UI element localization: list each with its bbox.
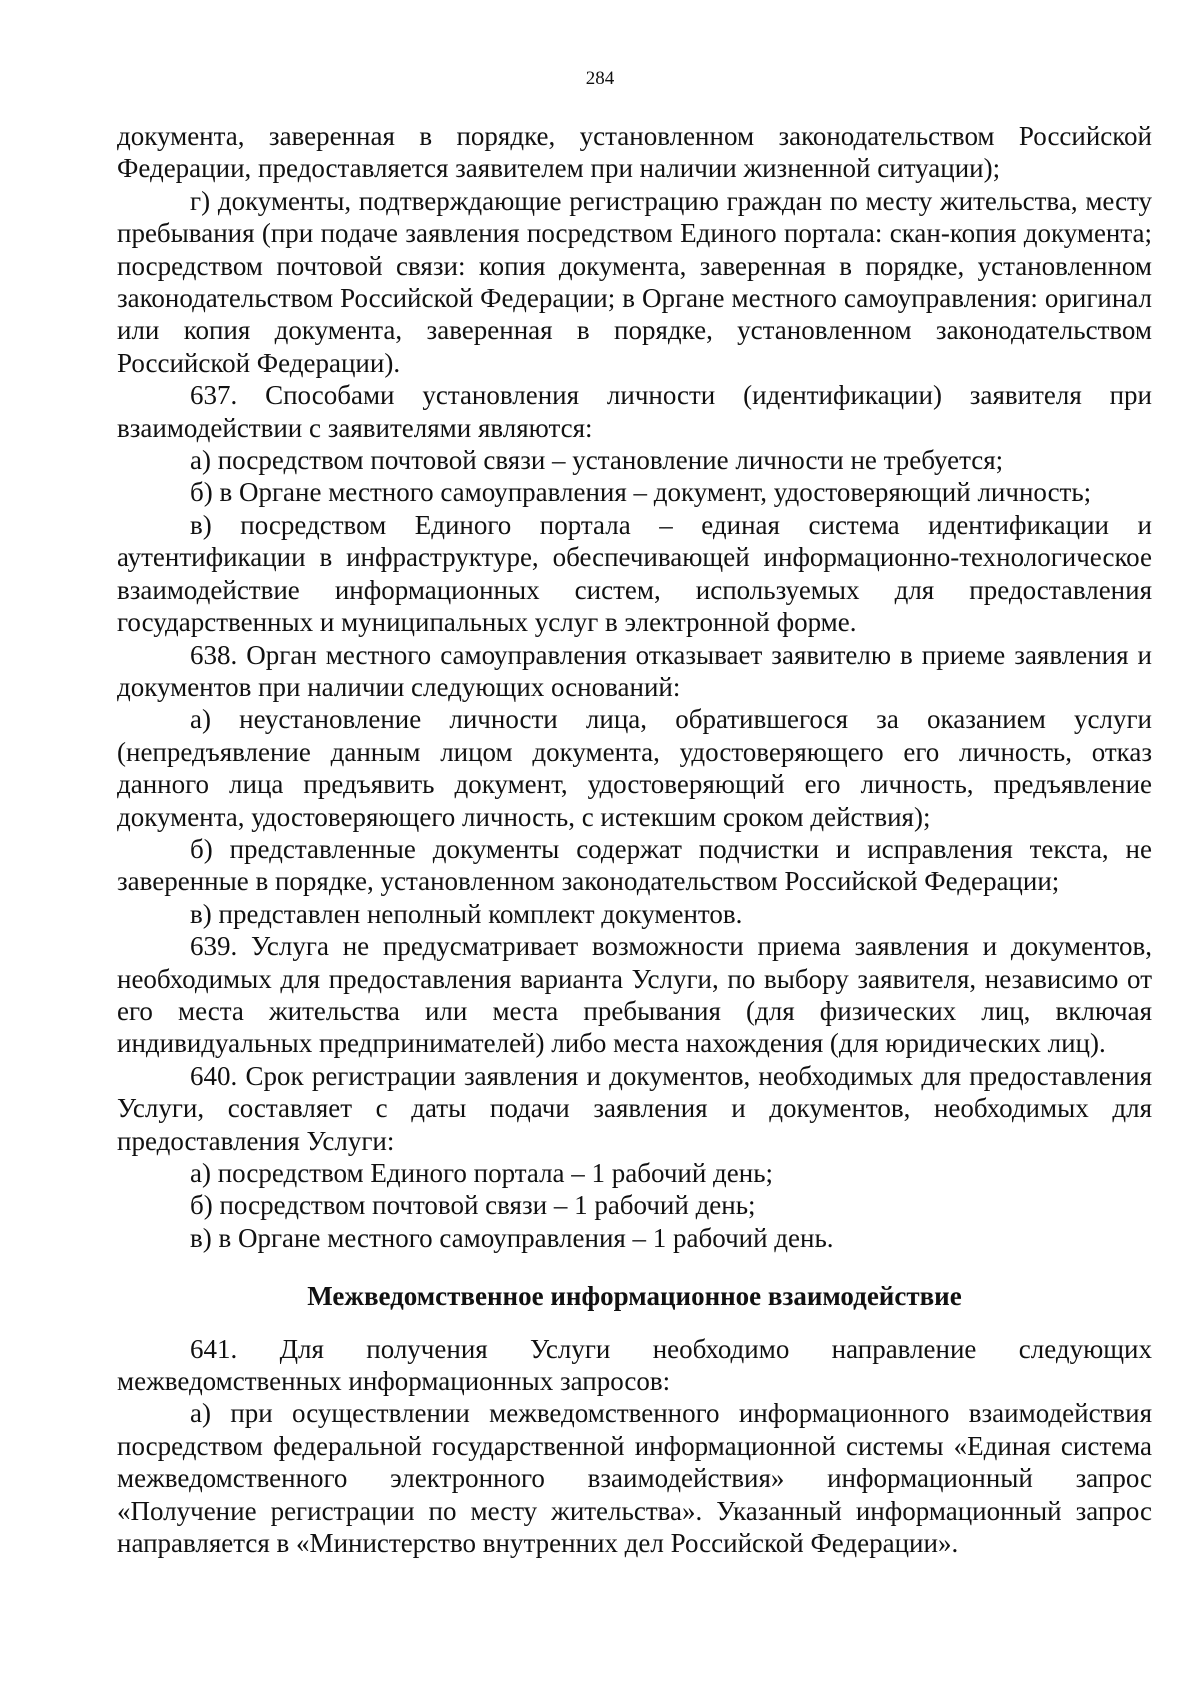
paragraph: документа, заверенная в порядке, установленном законодательством Российской Федерации, предоставляется заявителем при наличии жизненной ситуации); (117, 121, 1152, 184)
paragraph: б) в Органе местного самоуправления – документ, удостоверяющий личность; (190, 477, 1092, 508)
paragraphs-before-heading (117, 120, 1152, 1254)
paragraph: а) посредством почтовой связи – установление личности не требуется; (190, 445, 1004, 476)
paragraph: а) при осуществлении межведомственного информационного взаимодействия посредством федеральной государственной информационной системы «Единая система межведомственного электронного взаимодействия» информационный запрос «Получение регистрации по месту жительства». Указанный информационный запрос направляется в «Министерство внутренних дел Российской Федерации». (117, 1398, 1152, 1559)
paragraph: б) представленные документы содержат подчистки и исправления текста, не заверенные в порядке, установленном законодательством Российской Федерации; (117, 833, 1152, 897)
section-heading: Межведомственное информационное взаимодействие (307, 1281, 962, 1312)
paragraph: 639. Услуга не предусматривает возможности приема заявления и документов, необходимых для предоставления варианта Услуги, по выбору заявителя, независимо от его места жительства или места пребывания (для физических лиц, включая индивидуальных предпринимателей) либо места нахождения (для юридических лиц). (117, 931, 1152, 1059)
page-number: 284 (585, 68, 615, 89)
paragraphs-after-heading (117, 1333, 1152, 1560)
paragraph: 640. Срок регистрации заявления и документов, необходимых для предоставления Услуги, составляет с даты подачи заявления и документов, необходимых для предоставления Услуги: (117, 1060, 1152, 1156)
paragraph: 637. Способами установления личности (идентификации) заявителя при взаимодействии с заявителями являются: (117, 380, 1152, 443)
paragraph: 641. Для получения Услуги необходимо направление следующих межведомственных информационных запросов: (117, 1333, 1152, 1397)
paragraph: а) посредством Единого портала – 1 рабочий день; (190, 1158, 774, 1188)
paragraph: в) посредством Единого портала – единая система идентификации и аутентификации в инфраструктуре, обеспечивающей информационно-технологическое взаимодействие информационных систем, используемых для предоставления государственных и муниципальных услуг в электронной форме. (117, 509, 1152, 638)
paragraph: в) представлен неполный комплект документов. (190, 898, 743, 929)
paragraph: б) посредством почтовой связи – 1 рабочий день; (190, 1190, 756, 1221)
paragraph: в) в Органе местного самоуправления – 1 рабочий день. (190, 1222, 834, 1253)
paragraph: а) неустановление личности лица, обратившегося за оказанием услуги (непредъявление данным лицом документа, удостоверяющего его личность, отказ данного лица предъявить документ, удостоверяющий его личность, предъявление документа, удостоверяющего личность, с истекшим сроком действия); (117, 704, 1152, 832)
document-body (117, 120, 1152, 1559)
paragraph: г) документы, подтверждающие регистрацию граждан по месту жительства, месту пребывания (при подаче заявления посредством Единого портала: скан-копия документа; посредством почтовой связи: копия документа, заверенная в порядке, установленном законодательством Российской Федерации; в Органе местного самоуправления: оригинал или копия документа, заверенная в порядке, установленном законодательством Российской Федерации). (117, 185, 1152, 378)
paragraph: 638. Орган местного самоуправления отказывает заявителю в приеме заявления и документов при наличии следующих оснований: (117, 639, 1152, 702)
